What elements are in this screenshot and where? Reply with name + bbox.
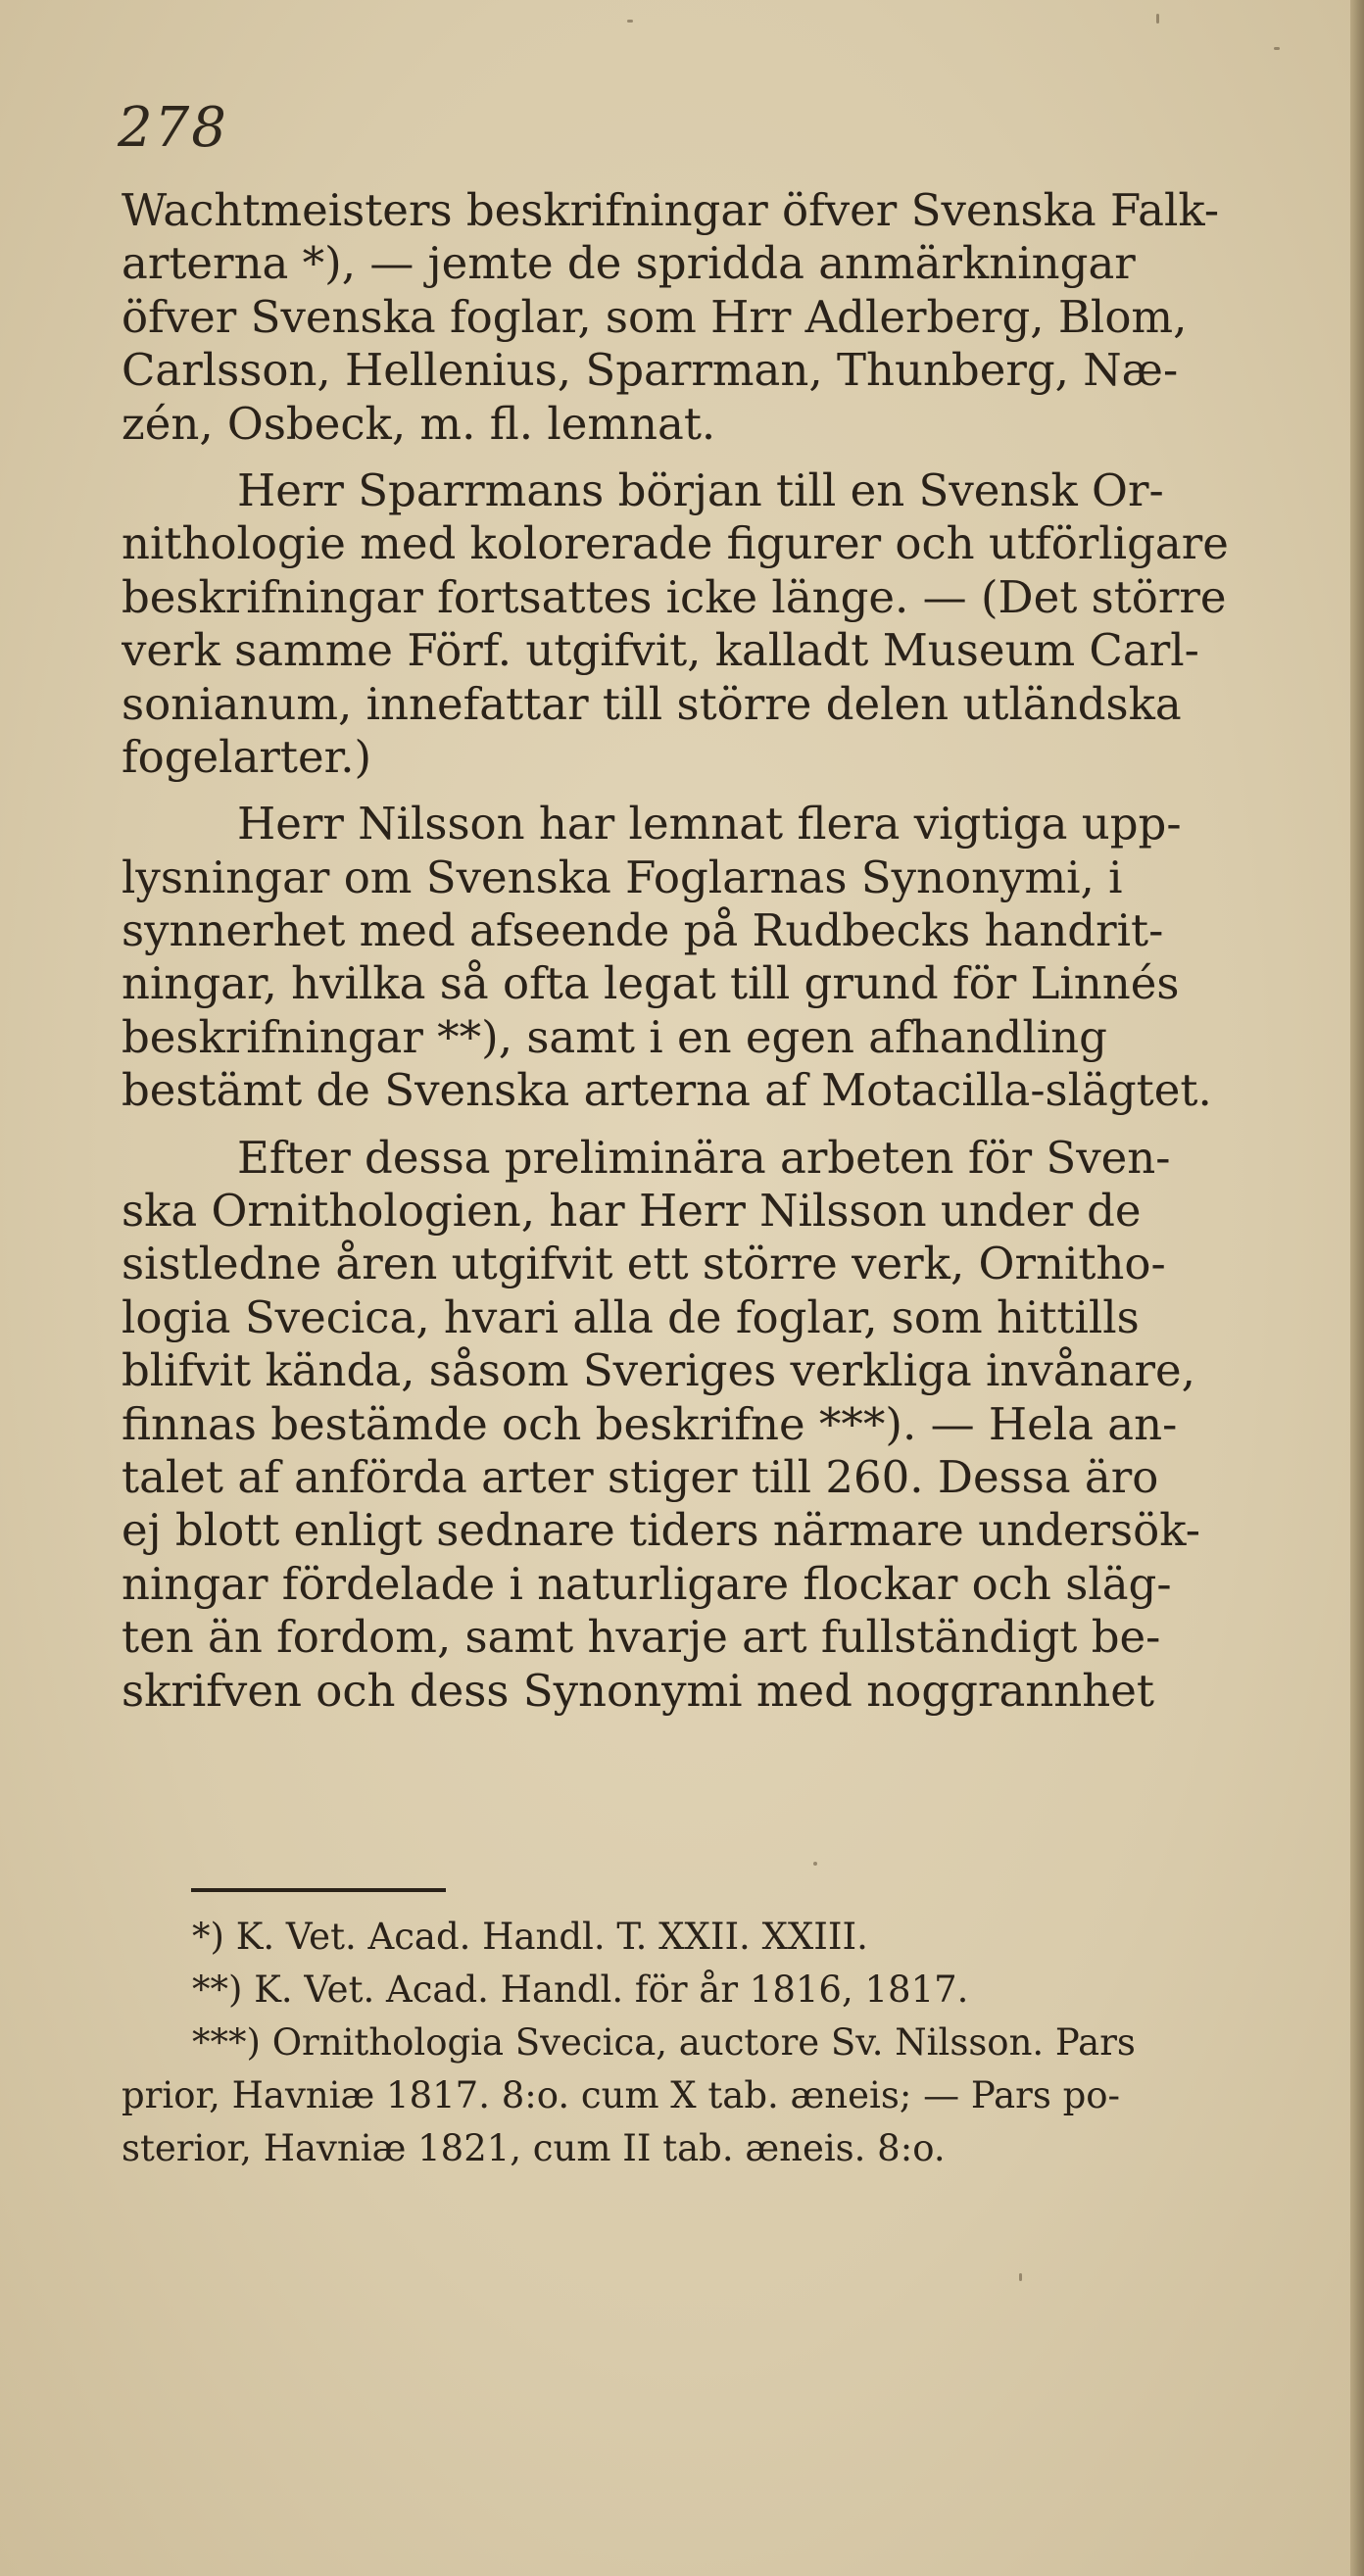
- text-line: finnas bestämde och beskrifne ***). — Hela an-: [122, 1397, 1178, 1450]
- text-line: beskrifningar fortsattes icke länge. — (Det större: [122, 570, 1227, 623]
- text-line: ej blott enligt sednare tiders närmare undersök-: [122, 1504, 1200, 1557]
- text-line: logia Svecica, hvari alla de foglar, som hittills: [122, 1290, 1140, 1343]
- text-line: synnerhet med afseende på Rudbecks handrit-: [122, 904, 1164, 957]
- text-line: ten än fordom, samt hvarje art fullständigt be-: [122, 1611, 1161, 1664]
- text-line: ningar, hvilka så ofta legat till grund för Linnés: [122, 957, 1180, 1010]
- paper-speck: [627, 20, 633, 23]
- text-line: nithologie med kolorerade figurer och utförligare: [122, 517, 1229, 570]
- footnotes: [122, 1911, 1297, 2175]
- page-edge-shadow: [1350, 0, 1364, 2576]
- text-line: öfver Svenska foglar, som Hrr Adlerberg, Blom,: [122, 290, 1188, 343]
- body-text: [122, 184, 1297, 1718]
- text-line: sistledne åren utgifvit ett större verk, Ornitho-: [122, 1238, 1166, 1290]
- footnote-line: ***) Ornithologia Svecica, auctore Sv. Nilsson. Pars: [192, 2021, 1136, 2064]
- text-line: bestämt de Svenska arterna af Motacilla-slägtet.: [122, 1064, 1212, 1117]
- text-line: lysningar om Svenska Foglarnas Synonymi, i: [122, 851, 1123, 903]
- text-line: Herr Nilsson har lemnat flera vigtiga upp-: [237, 798, 1182, 851]
- text-line: verk samme Förf. utgifvit, kalladt Museum Carl-: [122, 624, 1199, 677]
- text-line: skrifven och dess Synonymi med noggrannhet: [122, 1664, 1154, 1717]
- footnote-line: *) K. Vet. Acad. Handl. T. XXII. XXIII.: [192, 1916, 868, 1958]
- text-line: talet af anförda arter stiger till 260. Dessa äro: [122, 1450, 1159, 1503]
- text-line: Herr Sparrmans början till en Svensk Or-: [237, 463, 1164, 516]
- text-line: ska Ornithologien, har Herr Nilsson under de: [122, 1185, 1142, 1238]
- text-line: Efter dessa preliminära arbeten för Sven-: [237, 1131, 1171, 1184]
- text-line: zén, Osbeck, m. fl. lemnat.: [122, 397, 716, 450]
- text-line: ningar fördelade i naturligare flockar och släg-: [122, 1557, 1172, 1610]
- text-line: blifvit kända, såsom Sveriges verkliga invånare,: [122, 1344, 1195, 1397]
- paper-speck: [1274, 47, 1280, 50]
- footnote-line: prior, Havniæ 1817. 8:o. cum X tab. æneis; — Pars po-: [122, 2074, 1121, 2116]
- page-number: 278: [118, 96, 228, 160]
- paper-speck: [1019, 2273, 1022, 2281]
- text-line: beskrifningar **), samt i en egen afhandling: [122, 1010, 1107, 1063]
- paper-speck: [1156, 14, 1159, 24]
- footnote-line: **) K. Vet. Acad. Handl. för år 1816, 1817.: [192, 1968, 969, 2011]
- text-line: fogelarter.): [122, 730, 372, 783]
- paper-speck: [813, 1862, 817, 1866]
- text-line: Carlsson, Hellenius, Sparrman, Thunberg, Næ-: [122, 344, 1179, 397]
- footnote-rule: [191, 1888, 446, 1892]
- text-line: sonianum, innefattar till större delen utländska: [122, 677, 1182, 730]
- text-line: Wachtmeisters beskrifningar öfver Svenska Falk-: [122, 184, 1220, 236]
- footnote-line: sterior, Havniæ 1821, cum II tab. æneis. 8:o.: [122, 2127, 946, 2169]
- text-line: arterna *), — jemte de spridda anmärkningar: [122, 237, 1136, 290]
